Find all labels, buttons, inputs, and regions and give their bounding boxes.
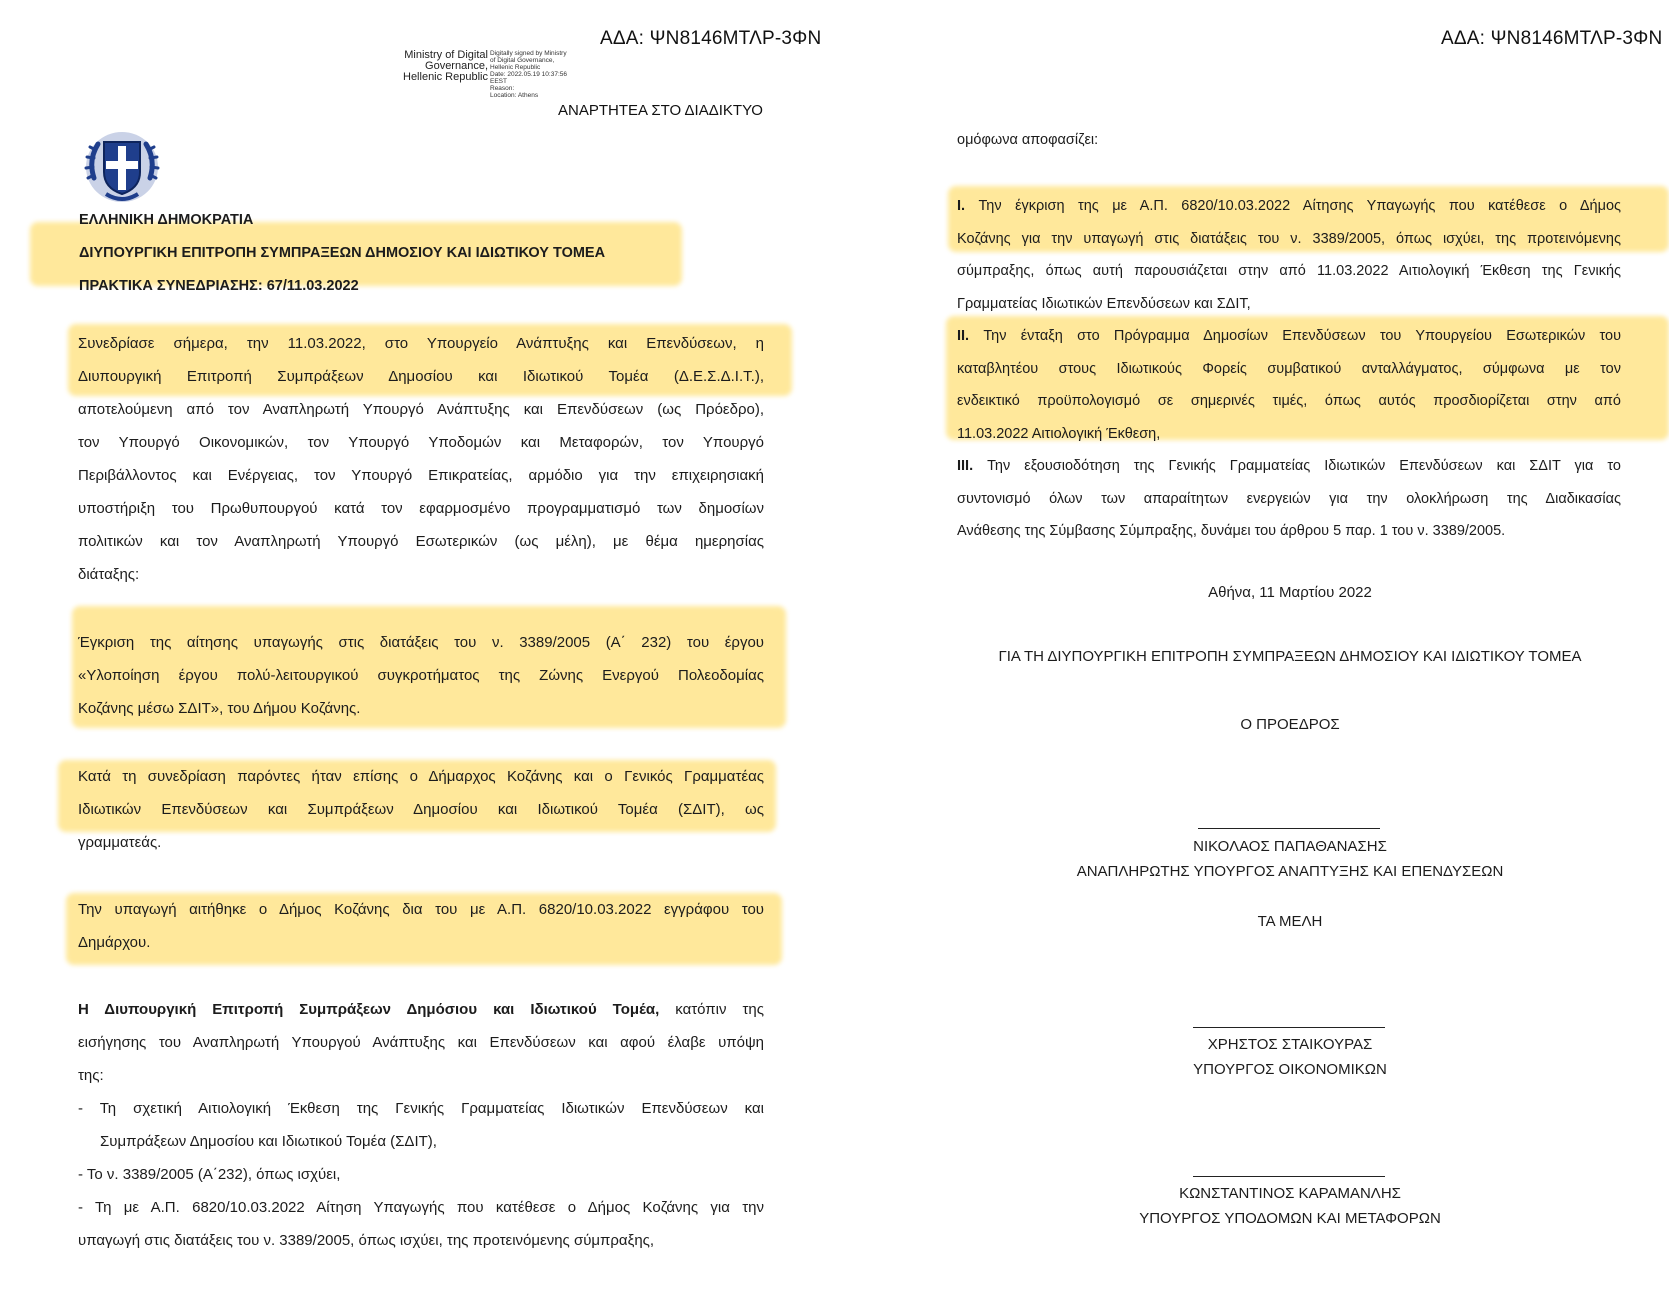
decision-2 [957,320,1621,450]
decision-1 [957,190,1621,320]
member-2-name: ΚΩΝΣΤΑΝΤΙΝΟΣ ΚΑΡΑΜΑΝΛΗΣ [1179,1185,1401,1202]
text-line: συντονισμό όλων των απαραίτητων ενεργειών για την ολοκλήρωση της Διαδικασίας [957,490,1621,507]
list-item-continuation: Συμπράξεων Δημοσίου και Ιδιωτικού Τομέα (ΣΔΙΤ), [100,1133,437,1150]
text-line [957,190,1621,223]
committee-bold-name: Η Διυπουργική Επιτροπή Συμπράξεων Δημόσιου και Ιδιωτικού Τομέα, [78,1001,660,1018]
text-line [957,320,1621,353]
text-line: Διυπουργική Επιτροπή Συμπράξεων Δημοσίου και Ιδιωτικού Τομέα (Δ.Ε.Σ.Δ.Ι.Τ.), [78,368,764,385]
post-online-notice: ΑΝΑΡΤΗΤΕΑ ΣΤΟ ΔΙΑΔΙΚΤΥΟ [558,102,763,119]
text-line: Συνεδρίασε σήμερα, την 11.03.2022, στο Υπουργείο Ανάπτυξης και Επενδύσεων, η [78,335,764,352]
for-committee-line: ΓΙΑ ΤΗ ΔΙΥΠΟΥΡΓΙΚΗ ΕΠΙΤΡΟΠΗ ΣΥΜΠΡΑΞΕΩΝ ΔΗΜΟΣΙΟΥ ΚΑΙ ΙΔΙΩΤΙΚΟΥ ΤΟΜΕΑ [998,648,1582,665]
attendees-paragraph [78,760,764,859]
considerations-list [78,1092,764,1257]
minutes-heading: ΠΡΑΚΤΙΚΑ ΣΥΝΕΔΡΙΑΣΗΣ: 67/11.03.2022 [79,278,359,294]
signature-line-member-1 [1193,1027,1385,1028]
text-line: 11.03.2022 Αιτιολογική Έκθεση, [957,425,1161,442]
president-title: Ο ΠΡΟΕΔΡΟΣ [1240,716,1340,733]
text-fragment: Την έγκριση της με Α.Π. 6820/10.03.2022 Αίτησης Υπαγωγής που κατέθεσε ο Δήμος [978,198,1621,214]
list-item: - Τη με Α.Π. 6820/10.03.2022 Αίτηση Υπαγωγής που κατέθεσε ο Δήμος Κοζάνης για την [78,1199,764,1216]
member-1-name: ΧΡΗΣΤΟΣ ΣΤΑΙΚΟΥΡΑΣ [1207,1036,1373,1053]
session-paragraph [78,327,764,591]
text-line: Περιβάλλοντος και Ενέργειας, τον Υπουργό Επικρατείας, αρμόδιο για την επιχειρησιακή [78,467,764,484]
greek-coat-of-arms-emblem [84,130,160,204]
text-line: της: [78,1067,104,1084]
text-fragment: Την ένταξη στο Πρόγραμμα Δημοσίων Επενδύσεων του Υπουργείου Εσωτερικών του [983,328,1622,344]
text-line: Έγκριση της αίτησης υπαγωγής στις διατάξεις του ν. 3389/2005 (Α΄ 232) του έργου [78,634,764,651]
text-fragment: Την εξουσιοδότηση της Γενικής Γραμματείας Ιδιωτικών Επενδύσεων και ΣΔΙΤ για το [987,458,1621,474]
ada-code: ΑΔΑ: ΨΝ8146ΜΤΛΡ-3ΦΝ [1441,28,1663,49]
numeral-1: I. [957,198,966,214]
committee-decision-intro [78,993,764,1092]
text-line: Κοζάνης για την υπαγωγή στις διατάξεις του ν. 3389/2005, όπως ισχύει, της προτεινόμενης [957,230,1621,247]
member-2-role: ΥΠΟΥΡΓΟΣ ΥΠΟΔΟΜΩΝ ΚΑΙ ΜΕΤΑΦΟΡΩΝ [1139,1210,1441,1227]
text-line: Κατά τη συνεδρίαση παρόντες ήταν επίσης ο Δήμαρχος Κοζάνης και ο Γενικός Γραμματέας [78,768,764,785]
text-line: πολιτικών και τον Αναπληρωτή Υπουργό Εσωτερικών (ως μέλη), με θέμα ημερησίας [78,533,764,550]
text-line: Την υπαγωγή αιτήθηκε ο Δήμος Κοζάνης δια του με Α.Π. 6820/10.03.2022 εγγράφου του [78,901,764,918]
text-line: ενδεικτικό προϋπολογισμό σε σημερινές τιμές, όπως αυτός προσδιορίζεται στην από [957,393,1621,409]
request-paragraph [78,893,764,959]
text-line: «Υλοποίηση έργου πολύ-λειτουργικού συγκροτήματος της Ζώνης Ενεργού Πολεοδομίας [78,667,764,684]
text-line: εισήγησης του Αναπληρωτή Υπουργού Ανάπτυξης και Επενδύσεων και αφού έλαβε υπόψη [78,1034,764,1051]
text-line: Δημάρχου. [78,934,151,951]
ada-code: ΑΔΑ: ΨΝ8146ΜΤΛΡ-3ΦΝ [600,28,822,49]
text-line [78,993,764,1026]
text-line: σύμπραξης, όπως αυτή παρουσιάζεται στην από 11.03.2022 Αιτιολογική Έκθεση της Γενικής [957,263,1621,279]
text-line: αποτελούμενη από τον Αναπληρωτή Υπουργό Ανάπτυξης και Επενδύσεων (ως Πρόεδρο), [78,401,764,418]
place-date: Αθήνα, 11 Μαρτίου 2022 [1208,584,1372,601]
list-item: - Το ν. 3389/2005 (Α΄232), όπως ισχύει, [78,1166,341,1183]
text-line: διάταξης: [78,566,140,583]
text-line: Ανάθεσης της Σύμβασης Σύμπραξης, δυνάμει του άρθρου 5 παρ. 1 του ν. 3389/2005. [957,523,1506,539]
text-line: Ιδιωτικών Επενδύσεων και Συμπράξεων Δημοσίου και Ιδιωτικού Τομέα (ΣΔΙΤ), ως [78,801,764,818]
text-line: τον Υπουργό Οικονομικών, τον Υπουργό Υποδομών και Μεταφορών, τον Υπουργό [78,434,764,451]
members-title: ΤΑ ΜΕΛΗ [1257,913,1323,930]
member-1-role: ΥΠΟΥΡΓΟΣ ΟΙΚΟΝΟΜΙΚΩΝ [1193,1061,1387,1078]
text-line: καταβλητέου στους Ιδιωτικούς Φορείς συμβατικού ανταλλάγματος, σύμφωνα με τον [957,360,1621,377]
signature-org: Ministry of Digital Governance, Hellenic Republic [403,49,488,83]
text-line: Γραμματείας Ιδιωτικών Επενδύσεων και ΣΔΙΤ, [957,295,1251,312]
text-fragment: κατόπιν της [675,1001,765,1018]
list-item: - Τη σχετική Αιτιολογική Έκθεση της Γενικής Γραμματείας Ιδιωτικών Επενδύσεων και [78,1100,764,1117]
numeral-2: II. [957,328,970,344]
signature-line-president [1198,828,1380,829]
text-line [957,450,1621,483]
text-line: Κοζάνης μέσω ΣΔΙΤ», του Δήμου Κοζάνης. [78,700,361,717]
numeral-3: III. [957,458,974,474]
president-name: ΝΙΚΟΛΑΟΣ ΠΑΠΑΘΑΝΑΣΗΣ [1193,838,1387,855]
signature-details: Digitally signed by Ministry of Digital Governance, Hellenic Republic Date: 2022.05.19 10:37:56 EEST Reason: Location: Athens [490,50,567,99]
committee-heading: ΔΙΥΠΟΥΡΓΙΚΗ ΕΠΙΤΡΟΠΗ ΣΥΜΠΡΑΞΕΩΝ ΔΗΜΟΣΙΟΥ ΚΑΙ ΙΔΙΩΤΙΚΟΥ ΤΟΜΕΑ [79,245,606,261]
president-role: ΑΝΑΠΛΗΡΩΤΗΣ ΥΠΟΥΡΓΟΣ ΑΝΑΠΤΥΞΗΣ ΚΑΙ ΕΠΕΝΔΥΣΕΩΝ [1076,863,1504,880]
list-item-continuation: υπαγωγή στις διατάξεις του ν. 3389/2005, όπως ισχύει, της προτεινόμενης σύμπραξης, [78,1232,655,1249]
text-line: γραμματεάς. [78,834,162,851]
decision-intro: ομόφωνα αποφασίζει: [957,132,1099,148]
decision-3 [957,450,1621,548]
republic-heading: ΕΛΛΗΝΙΚΗ ΔΗΜΟΚΡΑΤΙΑ [79,212,254,228]
text-line: υποστήριξη του Πρωθυπουργού κατά τον εφαρμοσμένο προγραμματισμό των δημοσίων [78,500,764,517]
agenda-paragraph [78,626,764,725]
signature-line-member-2 [1193,1176,1385,1177]
